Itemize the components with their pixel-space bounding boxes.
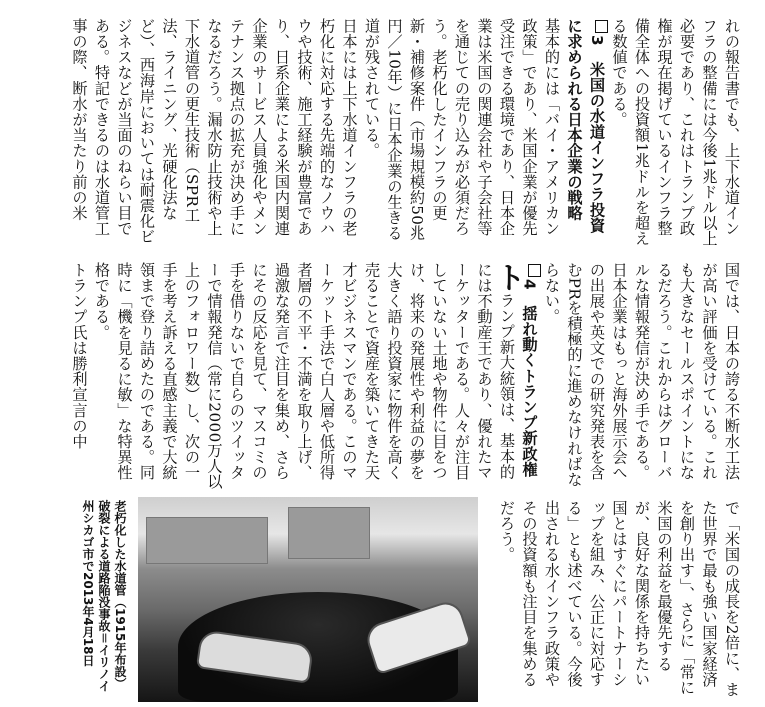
lower-text-block: [38, 262, 743, 494]
paragraph: 日本には上下水道インフラの老朽化に対応する先端的なノウハウや技術、施工経験が豊富であり、日系企業による米国内関連企業のサービス人員強化やメンテナンス拠点の拡充が決め手になるだろう。漏水防止技術や上下水道管の更生技術（SPR工法、ライニング、光硬化法など）、西海岸においては耐震化ビジネスなどが当面のねらい目である。特記できるのは水道管工事の際、断水が当たり前の米: [70, 18, 359, 245]
paragraph: 基本的には「バイ・アメリカン政策」であり、米国企業が優先受注できる環境であり、日本企業は米国の関連会社や子会社等を通じての売り込みが必須だろう。老朽化したインフラの更新・補修案件（市場規模約50兆円／10年）に日本企業の生きる道が残されている。: [363, 18, 561, 241]
photo-building: [288, 507, 370, 559]
paragraph: トランプ新大統領は、基本的には不動産王であり、優れたマーケッターである。人々が注目していない土地や物件に目をつけ、将来の発展性や利益の夢を大きく語り投資家に物件を高く売ることで資産を築いてきた天才ビジネスマンである。このマーケット手法で白人層や低所得者層の不平・不満を取り上げ、過激な発言で注目を集め、さらにその反応を見て、マスコミの手を借りないで自らのツイッターで情報発信（常に2000万人以上のフォロワー数）し、次の一手を考え訴える直感主義で大統領まで登り詰めたのである。同時に「機を見るに敏」な特異性格である。: [93, 262, 525, 490]
paragraph: トランプ氏は勝利宣言の中: [70, 262, 89, 450]
photo-caption: 老朽化した水道管（1915年布設）破裂による道路陥没事故＝イリノイ州シカゴ市で2013年4月18日: [81, 500, 127, 693]
sinkhole-photo: [138, 497, 478, 702]
dropcap: ト: [490, 262, 525, 293]
square-icon: [595, 20, 608, 33]
paragraph: れの報告書でも、上下水道インフラの整備には今後1兆ドル以上必要であり、これはトランプ政権が現在掲げているインフラ整備全体への投資額1兆ドルを超える数値である。: [610, 18, 741, 247]
section3-heading: 3 米国の水道インフラ投資に求められる日本企業の戦略: [565, 18, 606, 234]
section4-heading: 4 揺れ動くトランプ新政権: [518, 262, 541, 494]
lower-right-text: [500, 500, 743, 700]
paragraph: 国では、日本の誇る不断水工法が高い評価を受けている。これも大きなセールスポイントになるだろう。これからはグローバルな情報発信が決め手である。日本企業はもっと海外展示会への出展や英文での研究発表を含むPRを積極的に進めなければならない。: [543, 262, 741, 488]
upper-text-block: [28, 18, 743, 248]
paragraph: で「米国の成長を2倍に、また世界で最も強い国家経済を創り出す」、さらに「常に米国の利益を最優先するが、良好な関係を持ちたい国とはすぐにパートナーシップを組み、公正に対応する」とも述べている。今後出される水インフラ政策やその投資額も注目を集めるだろう。: [498, 500, 741, 698]
square-icon: [528, 264, 541, 277]
photo-building: [146, 517, 268, 564]
